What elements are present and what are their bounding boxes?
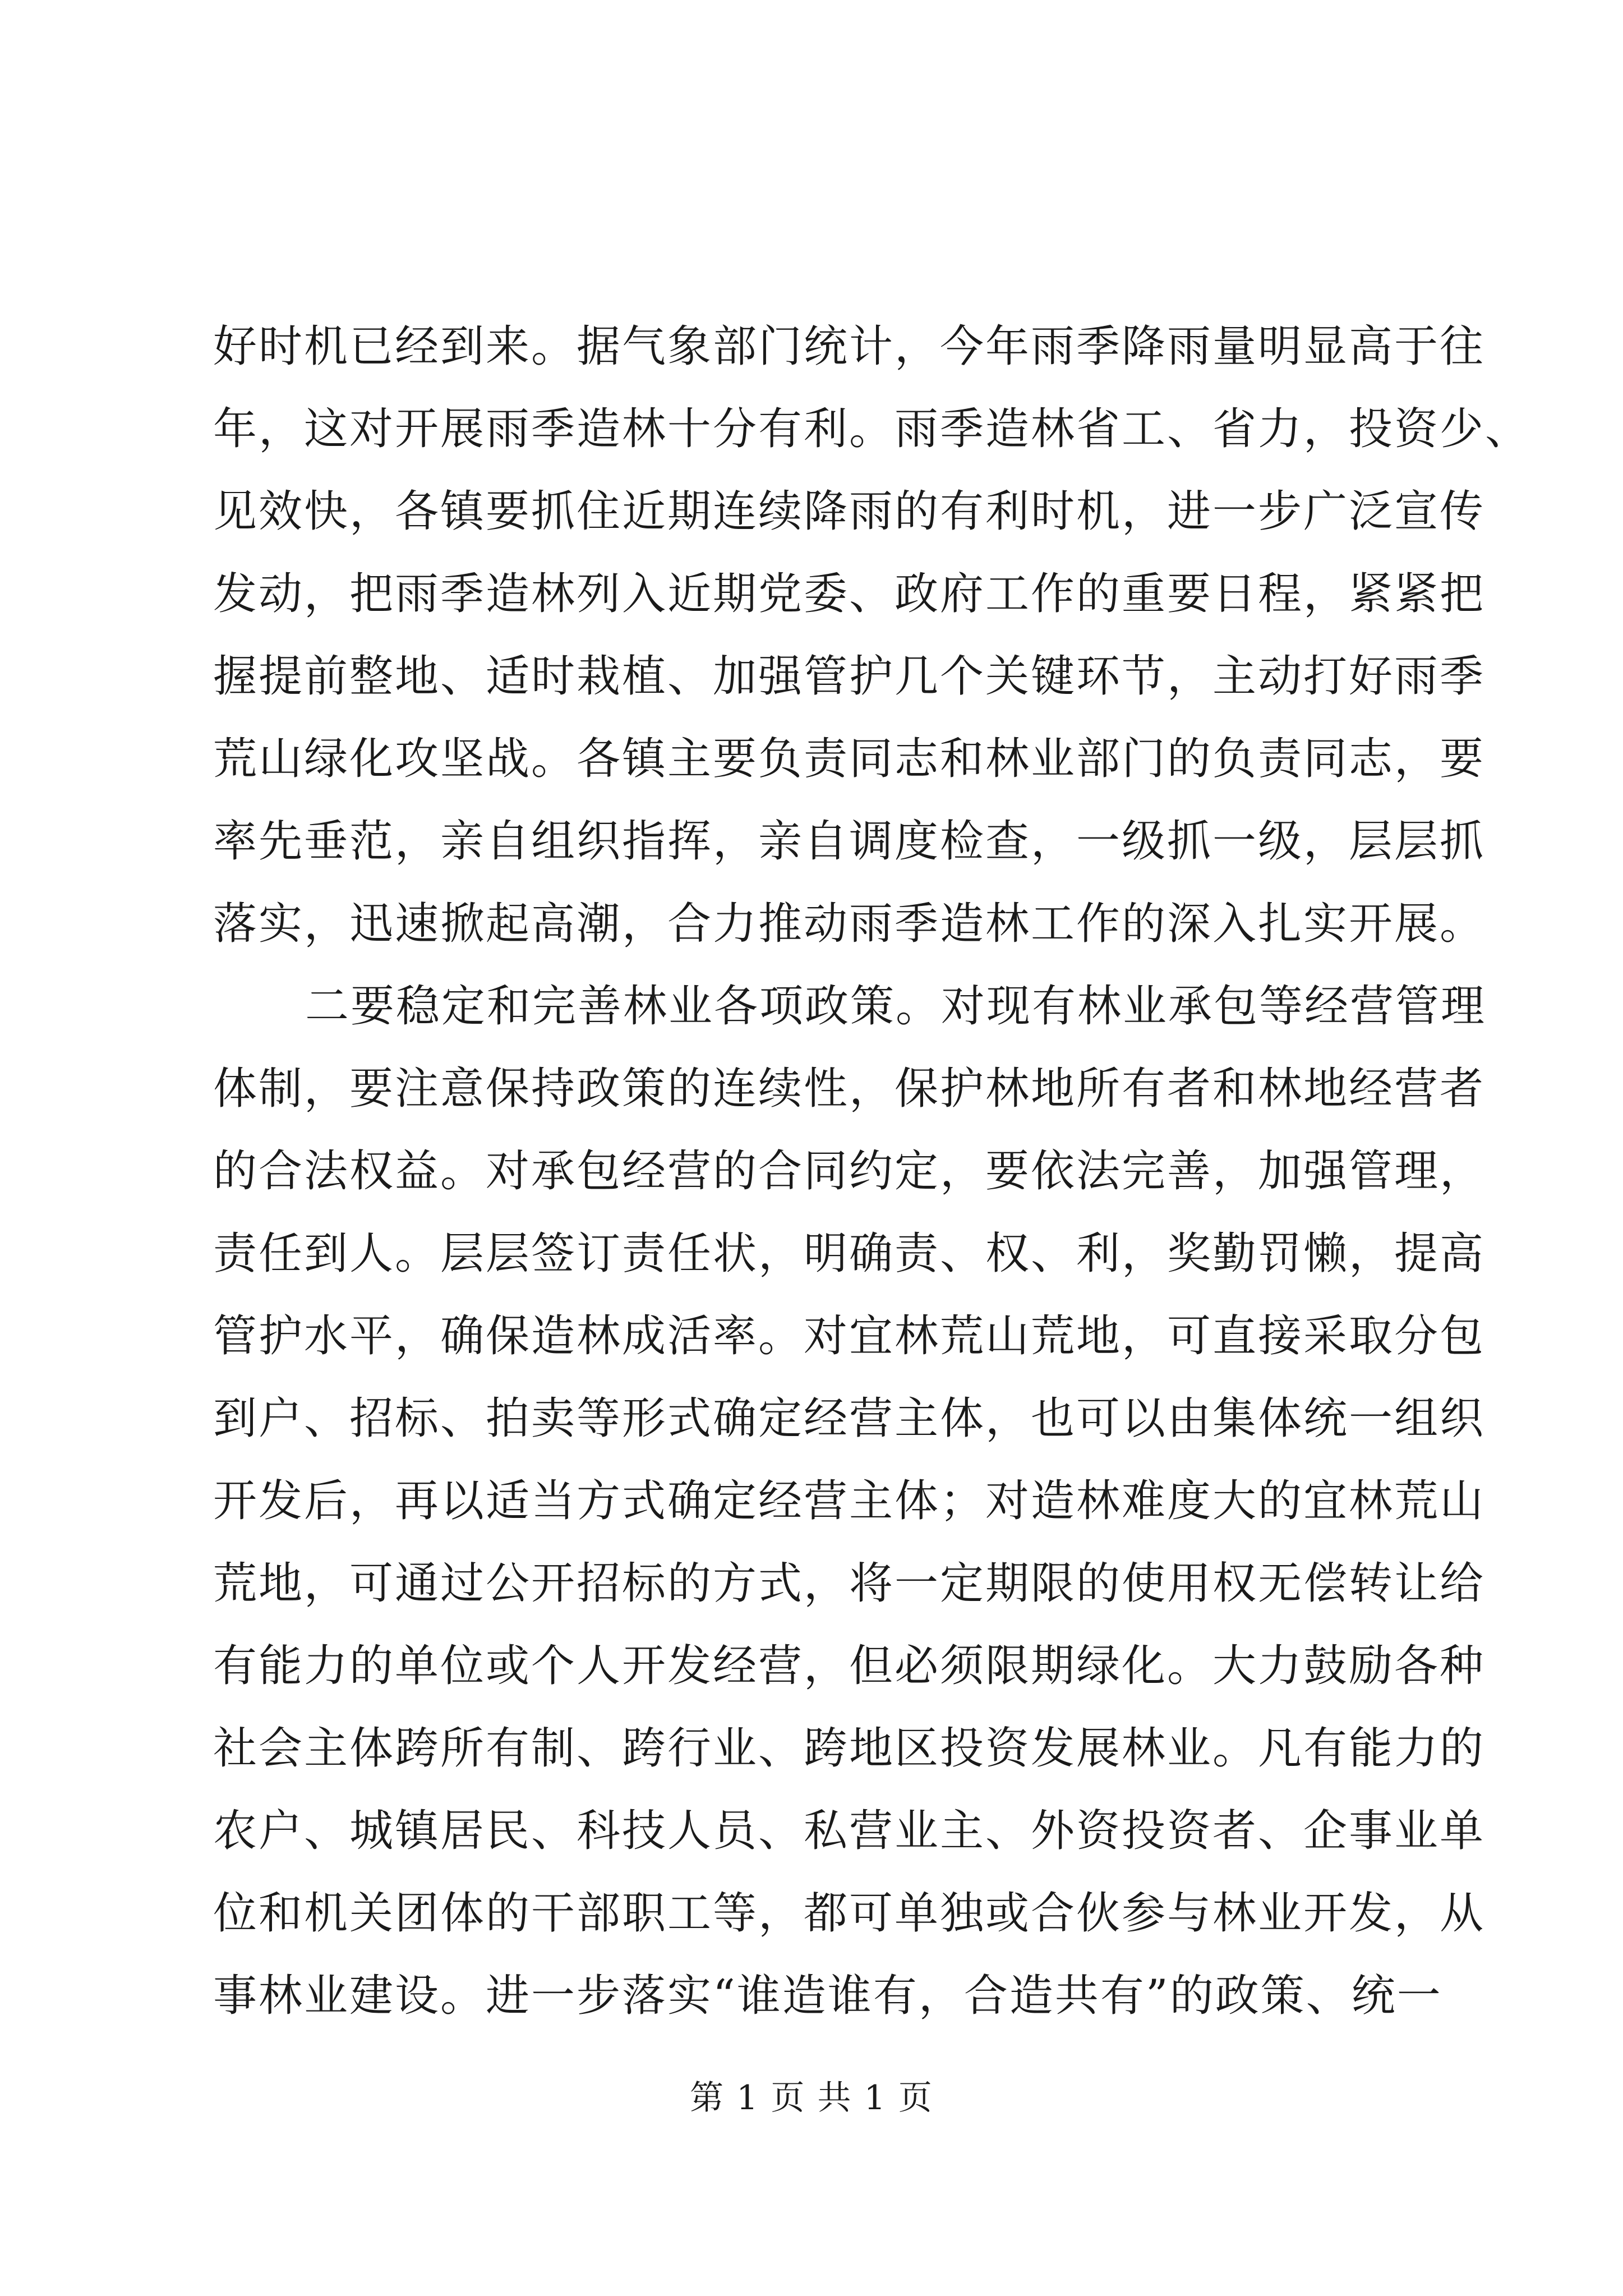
- text-line: 荒地，可通过公开招标的方式，将一定期限的使用权无偿转让给: [213, 1558, 1486, 1609]
- text-line: 好时机已经到来。据气象部门统计，今年雨季降雨量明显高于往: [213, 321, 1486, 372]
- text-line: 握提前整地、适时栽植、加强管护几个关键环节，主动打好雨季: [213, 651, 1486, 702]
- text-line: 荒山绿化攻坚战。各镇主要负责同志和林业部门的负责同志，要: [213, 734, 1486, 784]
- text-line: 开发后，再以适当方式确定经营主体；对造林难度大的宜林荒山: [213, 1476, 1486, 1526]
- text-line: 的合法权益。对承包经营的合同约定，要依法完善，加强管理，: [213, 1146, 1486, 1197]
- text-line: 见效快，各镇要抓住近期连续降雨的有利时机，进一步广泛宣传: [213, 486, 1486, 537]
- text-line: 事林业建设。进一步落实“谁造谁有，合造共有”的政策、统一: [213, 1971, 1442, 2021]
- text-line: 位和机关团体的干部职工等，都可单独或合伙参与林业开发，从: [213, 1888, 1486, 1939]
- text-line: 有能力的单位或个人开发经营，但必须限期绿化。大力鼓励各种: [213, 1641, 1486, 1691]
- page-footer: 第 1 页 共 1 页: [690, 2078, 933, 2118]
- text-line: 农户、城镇居民、科技人员、私营业主、外资投资者、企事业单: [213, 1806, 1486, 1856]
- text-line: 体制，要注意保持政策的连续性，保护林地所有者和林地经营者: [213, 1064, 1486, 1114]
- text-line: 社会主体跨所有制、跨行业、跨地区投资发展林业。凡有能力的: [213, 1723, 1486, 1774]
- text-line: 发动，把雨季造林列入近期党委、政府工作的重要日程，紧紧把: [213, 569, 1486, 619]
- text-line: 年，这对开展雨季造林十分有利。雨季造林省工、省力，投资少、: [213, 404, 1531, 454]
- text-line: 责任到人。层层签订责任状，明确责、权、利，奖勤罚懒，提高: [213, 1228, 1486, 1279]
- text-line: 落实，迅速掀起高潮，合力推动雨季造林工作的深入扎实开展。: [213, 899, 1486, 949]
- text-line: 到户、招标、拍卖等形式确定经营主体，也可以由集体统一组织: [213, 1393, 1486, 1444]
- text-line: 率先垂范，亲自组织指挥，亲自调度检查，一级抓一级，层层抓: [213, 816, 1486, 867]
- text-line: 管护水平，确保造林成活率。对宜林荒山荒地，可直接采取分包: [213, 1311, 1486, 1361]
- paragraph-first-line: 二要稳定和完善林业各项政策。对现有林业承包等经营管理: [305, 981, 1487, 1032]
